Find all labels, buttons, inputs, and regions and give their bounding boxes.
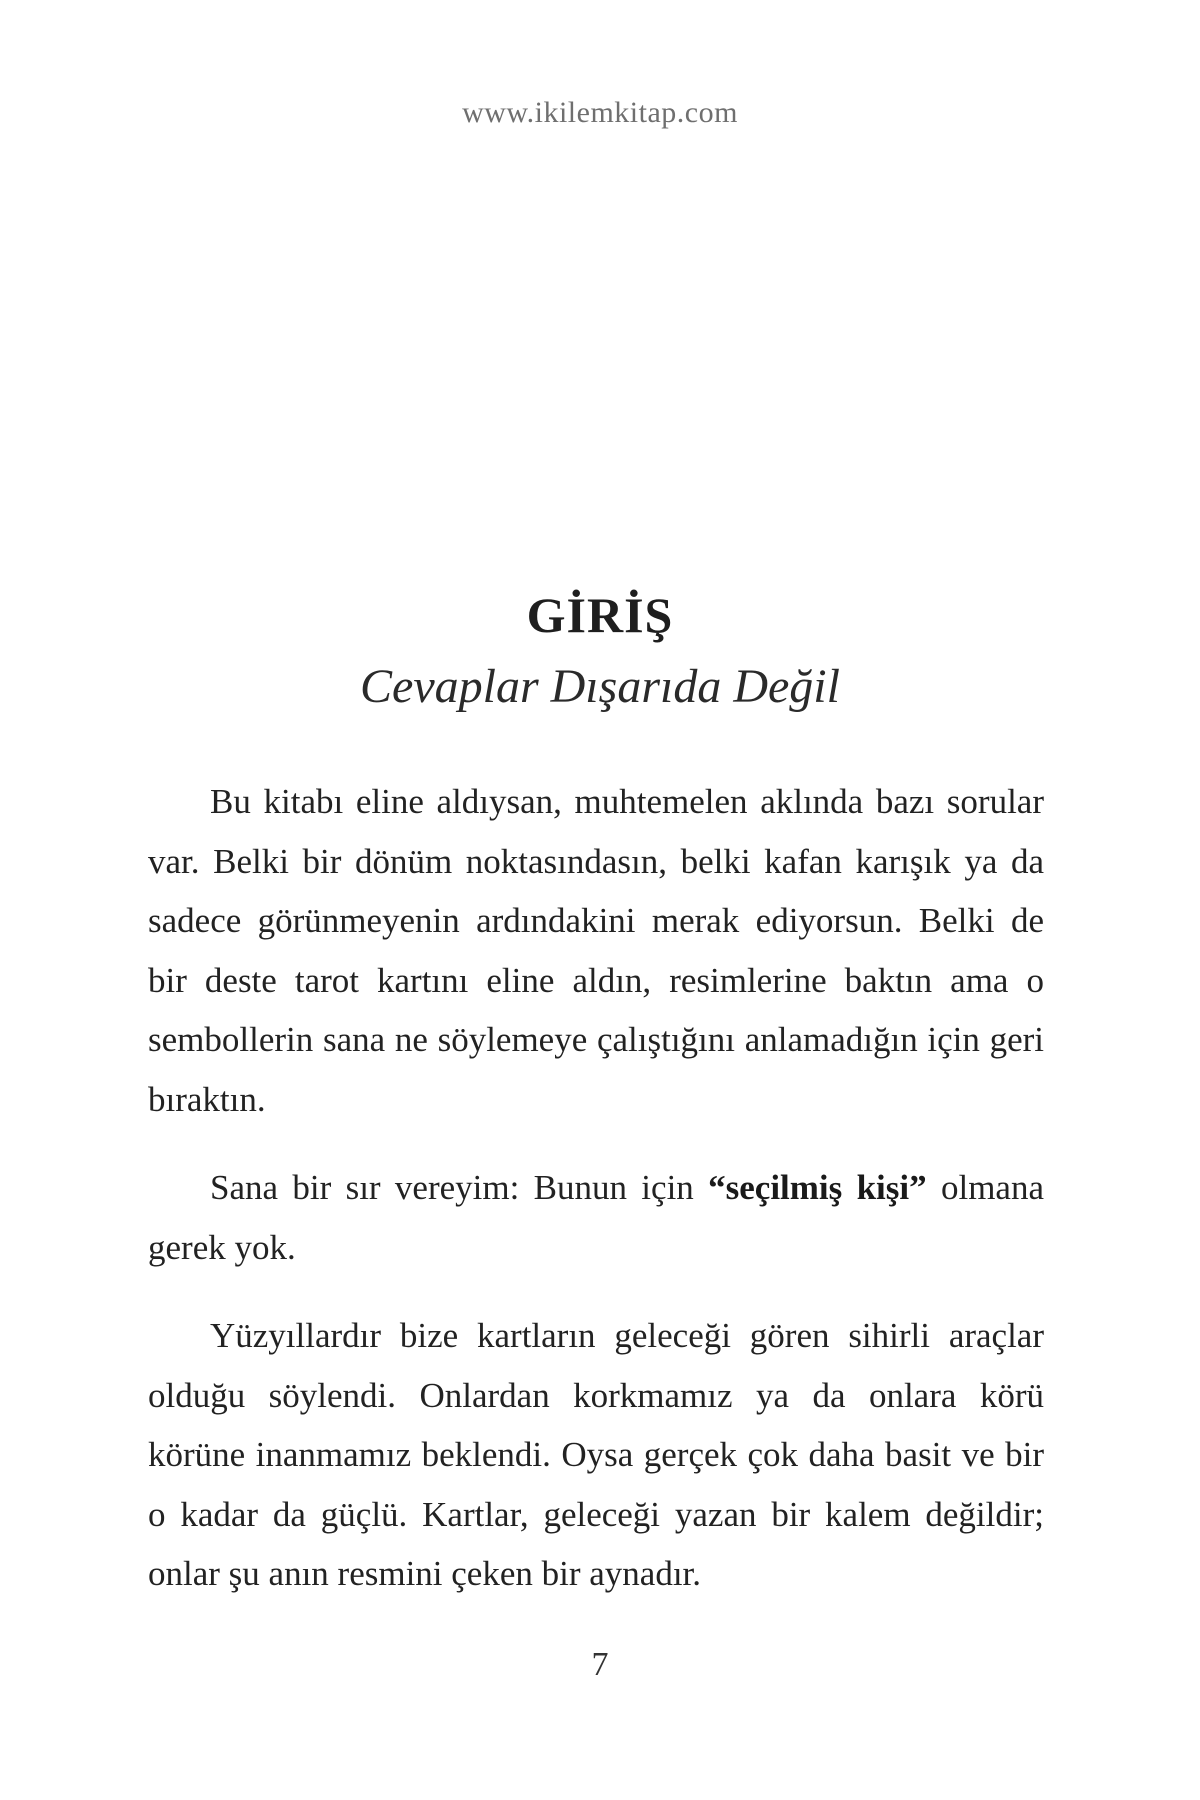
page-number: 7 (591, 1646, 609, 1683)
paragraph-2-end: olmana gerek yok. (148, 1168, 1044, 1267)
chapter-title: GİRİŞ (526, 587, 674, 643)
paragraph-2 (148, 1158, 1044, 1277)
paragraph-1: Bu kitabı eline aldıysan, muhtemelen aklında bazı sorular var. Belki bir dönüm noktasındasın, belki kafan karışık ya da sadece görünmeyenin ardındakini merak ediyorsun. Belki de bir deste tarot kartını eline aldın, resimlerine baktın ama o sembollerin sana ne söylemeye çalıştığını anlamadığın için geri bıraktın. (148, 782, 1044, 1119)
emphasis-chosen-one: “seçilmiş kişi” (708, 1168, 927, 1207)
body-text (148, 772, 1044, 1633)
chapter-heading (0, 585, 1200, 715)
paragraph-3: Yüzyıllardır bize kartların geleceği gören sihirli araçlar olduğu söylendi. Onlardan korkmamız ya da onlara körü körüne inanmamız beklendi. Oysa gerçek çok daha basit ve bir o kadar da güçlü. Kartlar, geleceği yazan bir kalem değildir; onlar şu anın resmini çeken bir aynadır. (148, 1316, 1044, 1593)
chapter-subtitle: Cevaplar Dışarıda Değil (360, 660, 840, 713)
paragraph-2-start: Sana bir sır vereyim: Bunun için (210, 1168, 709, 1207)
header-url: www.ikilemkitap.com (462, 96, 738, 129)
